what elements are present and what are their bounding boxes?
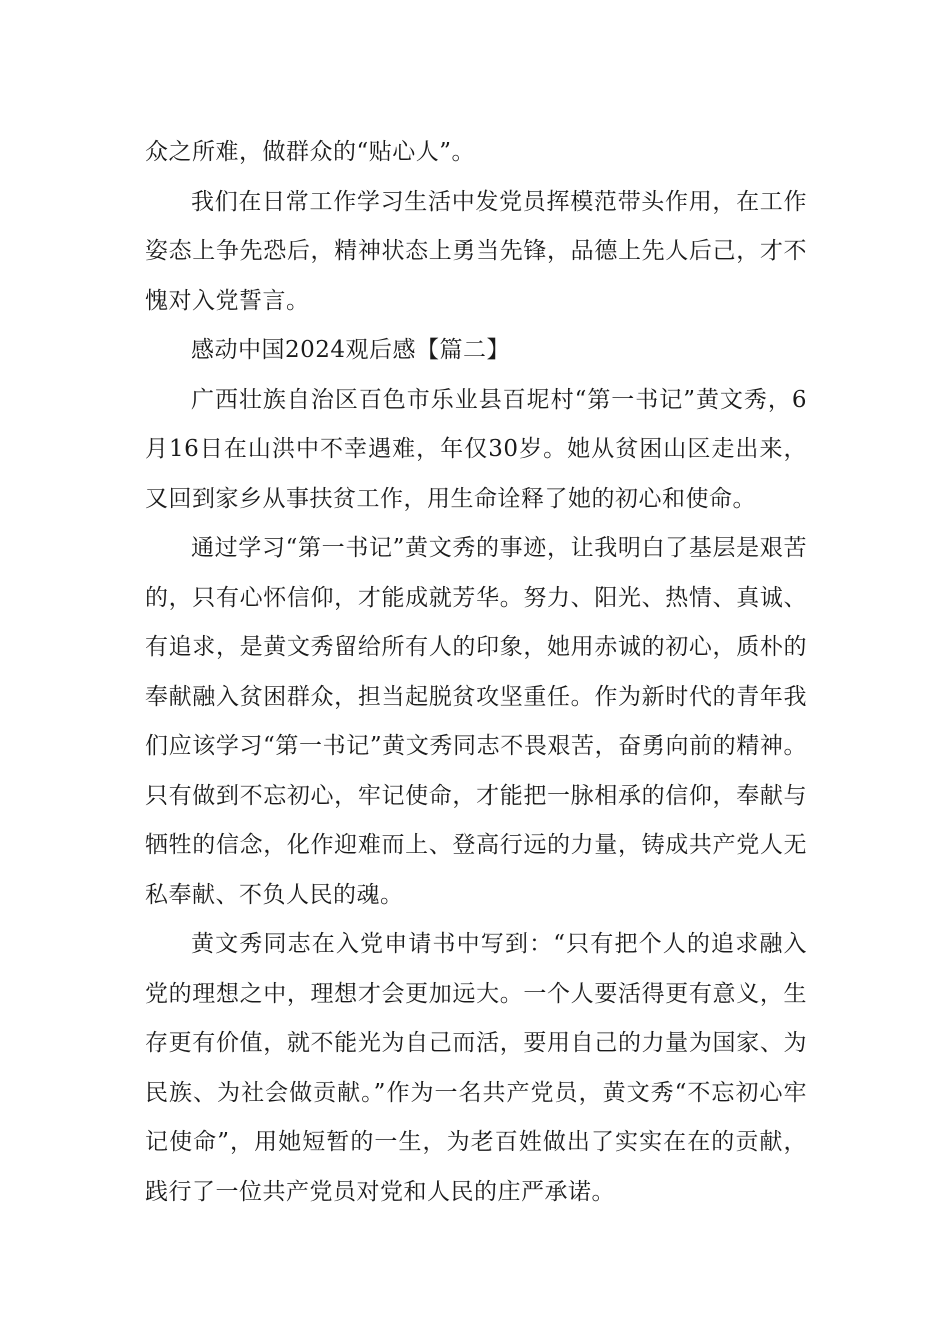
paragraph: 广西壮族自治区百色市乐业县百坭村“第一书记”黄文秀，6月16日在山洪中不幸遇难，年仅30岁。她从贫困山区走出来，又回到家乡从事扶贫工作，用生命诠释了她的初心和使命。 xyxy=(145,386,807,512)
paragraph: 黄文秀同志在入党申请书中写到：“只有把个人的追求融入党的理想之中，理想才会更加远大。一个人要活得更有意义，生存更有价值，就不能光为自己而活，要用自己的力量为国家、为民族、为社会做贡献。”作为一名共产党员，黄文秀“不忘初心牢记使命”，用她短暂的一生，为老百姓做出了实实在在的贡献，践行了一位共产党员对党和人民的庄严承诺。 xyxy=(145,931,807,1205)
paragraph: 通过学习“第一书记”黄文秀的事迹，让我明白了基层是艰苦的，只有心怀信仰，才能成就芳华。努力、阳光、热情、真诚、有追求，是黄文秀留给所有人的印象，她用赤诚的初心，质朴的奉献融入贫困群众，担当起脱贫攻坚重任。作为新时代的青年我们应该学习“第一书记”黄文秀同志不畏艰苦，奋勇向前的精神。只有做到不忘初心，牢记使命，才能把一脉相承的信仰，奉献与牺牲的信念，化作迎难而上、登高行远的力量，铸成共产党人无私奉献、不负人民的魂。 xyxy=(145,535,807,908)
document-body xyxy=(145,128,807,1217)
paragraph: 我们在日常工作学习生活中发党员挥模范带头作用，在工作姿态上争先恐后，精神状态上勇当先锋，品德上先人后己，才不愧对入党誓言。 xyxy=(145,188,807,314)
paragraph-continued: 众之所难，做群众的“贴心人”。 xyxy=(145,139,476,165)
section-heading: 感动中国2024观后感【篇二】 xyxy=(191,337,511,363)
